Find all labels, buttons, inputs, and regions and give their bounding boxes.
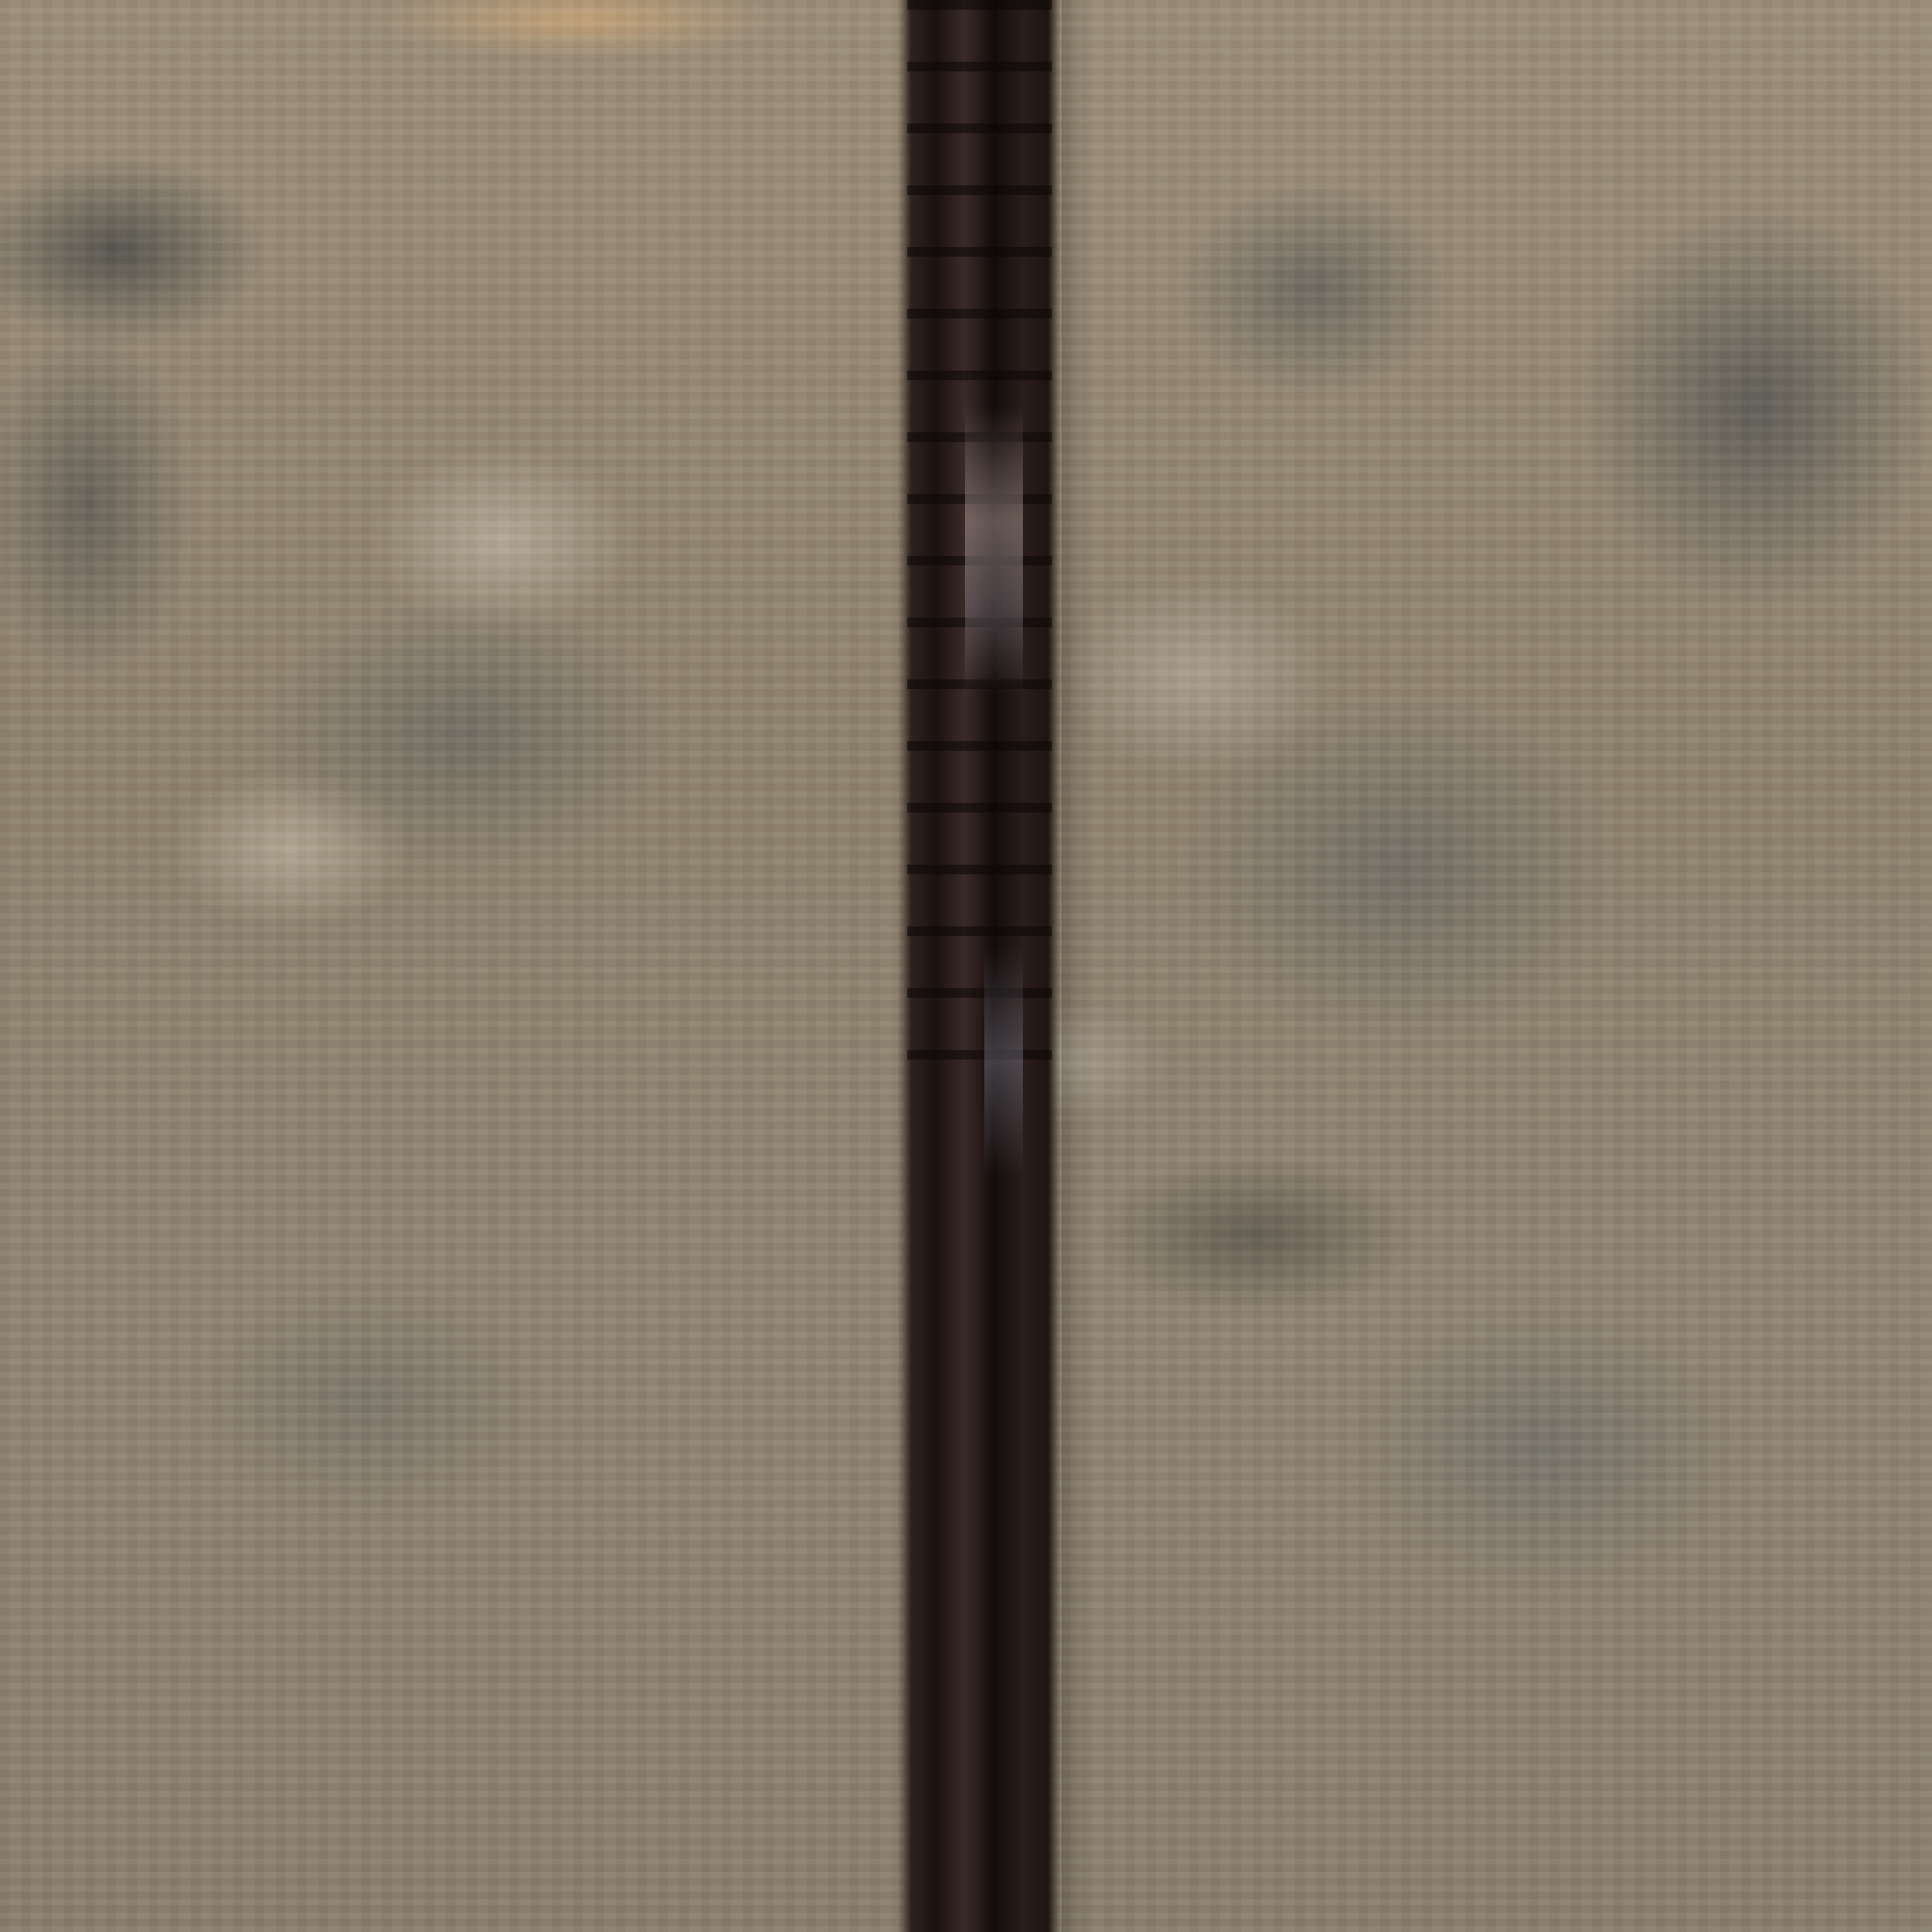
pipe-highlight-lower xyxy=(984,946,1023,1177)
pipe-shadow xyxy=(1062,0,1090,1932)
pipe-highlight xyxy=(965,405,1023,695)
